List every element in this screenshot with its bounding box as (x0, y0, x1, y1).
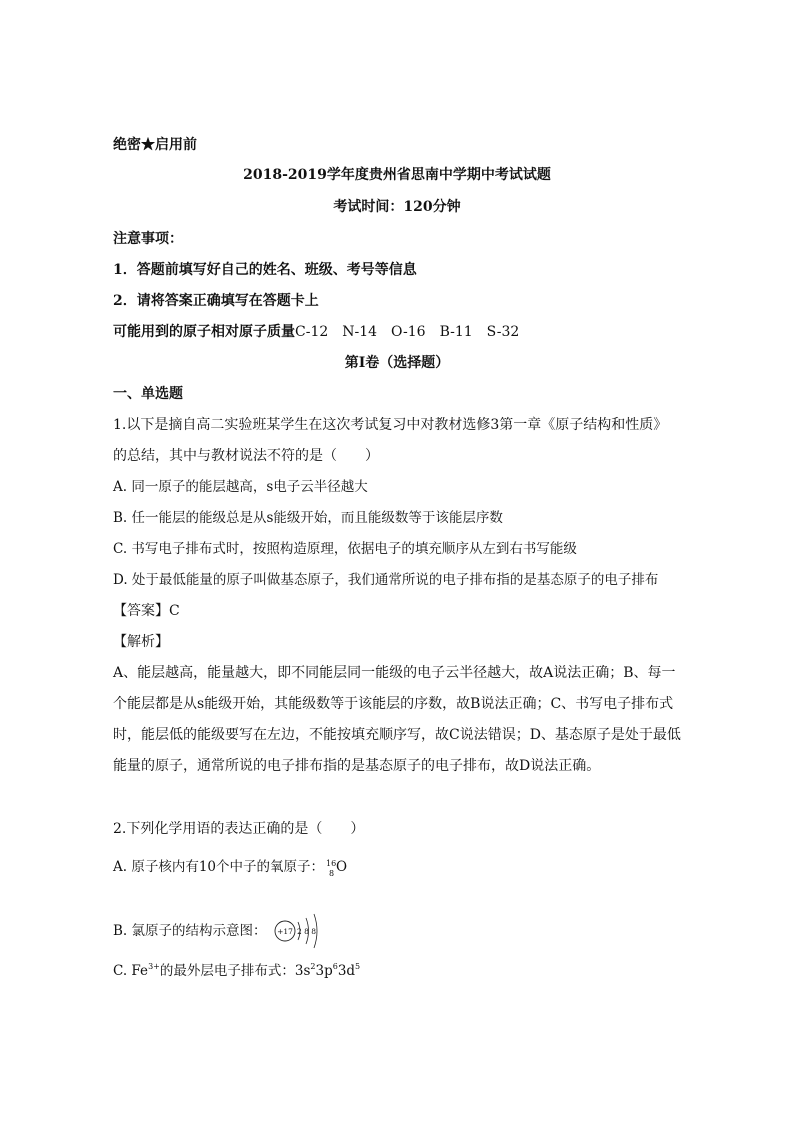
q2-option-a (113, 857, 347, 876)
nuclide-symbol: O (336, 859, 348, 875)
q1-analysis-label: 【解析】 (113, 634, 169, 650)
q1-option-c: C. 书写电子排布式时，按照构造原理，依据电子的填充顺序从左到右书写能级 (113, 541, 577, 557)
q2-option-c-mid: 的最外层电子排布式：3s (159, 963, 311, 979)
ion-charge: 3+ (148, 962, 160, 971)
q2-option-b (113, 909, 327, 953)
chlorine-atom-diagram (273, 909, 327, 953)
q1-stem-line-2: 的总结，其中与教材说法不符的是（ ） (113, 448, 379, 464)
atom-nucleus-charge: +17 (276, 927, 293, 936)
q2-option-a-text: A. 原子核内有10个中子的氧原子： (113, 859, 325, 875)
exam-time: 考试时间：120分钟 (333, 199, 461, 215)
q1-answer: 【答案】C (113, 603, 180, 619)
electron-count-3d: 5 (355, 962, 361, 971)
q1-analysis-line-3: 时，能层低的能级要写在左边，不能按填充顺序写，故C说法错误；D、基态原子是处于最低 (113, 727, 681, 743)
notice-item-1: 1．答题前填写好自己的姓名、班级、考号等信息 (113, 262, 417, 278)
q2-option-b-text: B. 氯原子的结构示意图： (113, 923, 267, 939)
atom-electron-shells: 2 8 8 (296, 927, 316, 936)
q1-option-a: A. 同一原子的能层越高，s电子云半径越大 (113, 479, 368, 495)
q2-option-c-text: C. Fe (113, 963, 149, 979)
atomic-masses-label: 可能用到的原子相对原子质量 (113, 324, 295, 340)
nuclide-notation (324, 857, 337, 878)
orbital-3d: 3d (337, 963, 356, 979)
nuclide-atomic-number: 8 (329, 869, 335, 878)
question-type: 一、单选题 (113, 386, 183, 402)
electron-count-3p: 6 (332, 962, 338, 971)
notice-item-2: 2．请将答案正确填写在答题卡上 (113, 293, 319, 309)
q2-stem: 2.下列化学用语的表达正确的是（ ） (113, 821, 365, 837)
secret-label: 绝密★启用前 (113, 137, 197, 153)
q1-analysis-line-1: A、能层越高，能量越大，即不同能层同一能级的电子云半径越大，故A说法正确；B、每一 (113, 665, 676, 681)
atomic-masses-values: C-12 N-14 O-16 B-11 S-32 (295, 324, 520, 340)
nuclide-mass-number: 16 (326, 859, 337, 868)
electron-count-3s: 2 (310, 962, 316, 971)
q1-stem-line-1: 1.以下是摘自高二实验班某学生在这次考试复习中对教材选修3第一章《原子结构和性质》 (113, 417, 668, 433)
exam-title: 2018-2019学年度贵州省思南中学期中考试试题 (243, 167, 551, 183)
q1-option-b: B. 任一能层的能级总是从s能级开始，而且能级数等于该能层序数 (113, 510, 503, 526)
q1-analysis-line-2: 个能层都是从s能级开始，其能级数等于该能层的序数，故B说法正确；C、书写电子排布式 (113, 696, 674, 712)
section-title: 第I卷（选择题） (344, 355, 450, 371)
orbital-3p: 3p (315, 963, 333, 979)
notice-heading: 注意事项： (113, 231, 183, 247)
atomic-masses-line (113, 323, 519, 341)
q1-analysis-line-4: 能量的原子，通常所说的电子排布指的是基态原子的电子排布，故D说法正确。 (113, 758, 601, 774)
q2-option-c (113, 958, 360, 980)
q1-option-d: D. 处于最低能量的原子叫做基态原子，我们通常所说的电子排布指的是基态原子的电子排布 (113, 572, 659, 588)
